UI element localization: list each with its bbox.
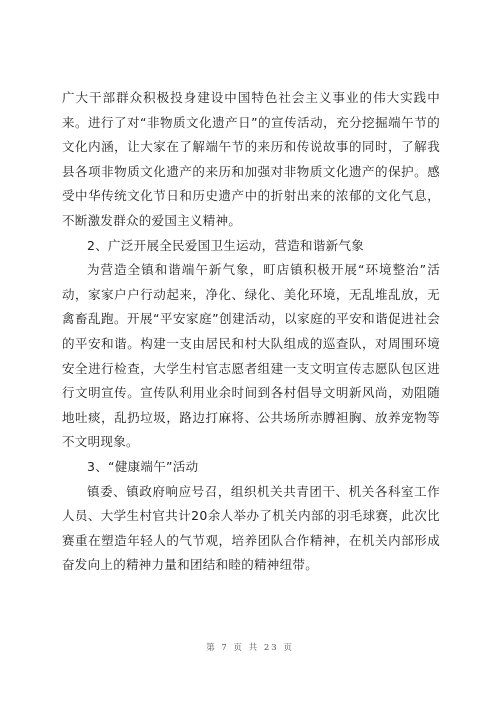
section-heading: 3、“健康端午”活动 bbox=[87, 458, 199, 474]
body-paragraph: 镇委、镇政府响应号召，组织机关共青团干、机关各科室工作人员、大学生村官共计20余人举办了机关内部的羽毛球赛，此次比赛重在塑造年轻人的气节观，培养团队合作精神，在机关内部形成奋发向上的精神力量和团结和睦的精神纽带。 bbox=[62, 483, 440, 573]
body-paragraph: 为营造全镇和谐端午新气象，町店镇积极开展“环境整治”活动，家家户户行动起来，净化、绿化、美化环境，无乱堆乱放，无禽畜乱跑。开展“平安家庭”创建活动，以家庭的平安和谐促进社会的平安和谐。构建一支由居民和村大队组成的巡查队，对周围环境安全进行检查，大学生村官志愿者组建一支文明宣传志愿队包区进行文明宣传。宣传队利用业余时间到各村倡导文明新风尚，劝阻随地吐痰，乱扔垃圾，路边打麻将、公共场所赤膊袒胸、放养宠物等不文明现象。 bbox=[62, 262, 440, 450]
body-paragraph: 广大干部群众积极投身建设中国特色社会主义事业的伟大实践中来。进行了对“非物质文化遗产日”的宣传活动，充分挖掘端午节的文化内涵，让大家在了解端午节的来历和传说故事的同时，了解我县各项非物质文化遗产的来历和加强对非物质文化遗产的保护。感受中华传统文化节日和历史遗产中的折射出来的浓郁的文化气息，不断激发群众的爱国主义精神。 bbox=[62, 90, 440, 228]
section-heading: 2、广泛开展全民爱国卫生运动，营造和谐新气象 bbox=[87, 237, 365, 253]
document-body bbox=[62, 86, 440, 578]
page-number-footer: 第 7 页 共 23 页 bbox=[206, 643, 294, 653]
